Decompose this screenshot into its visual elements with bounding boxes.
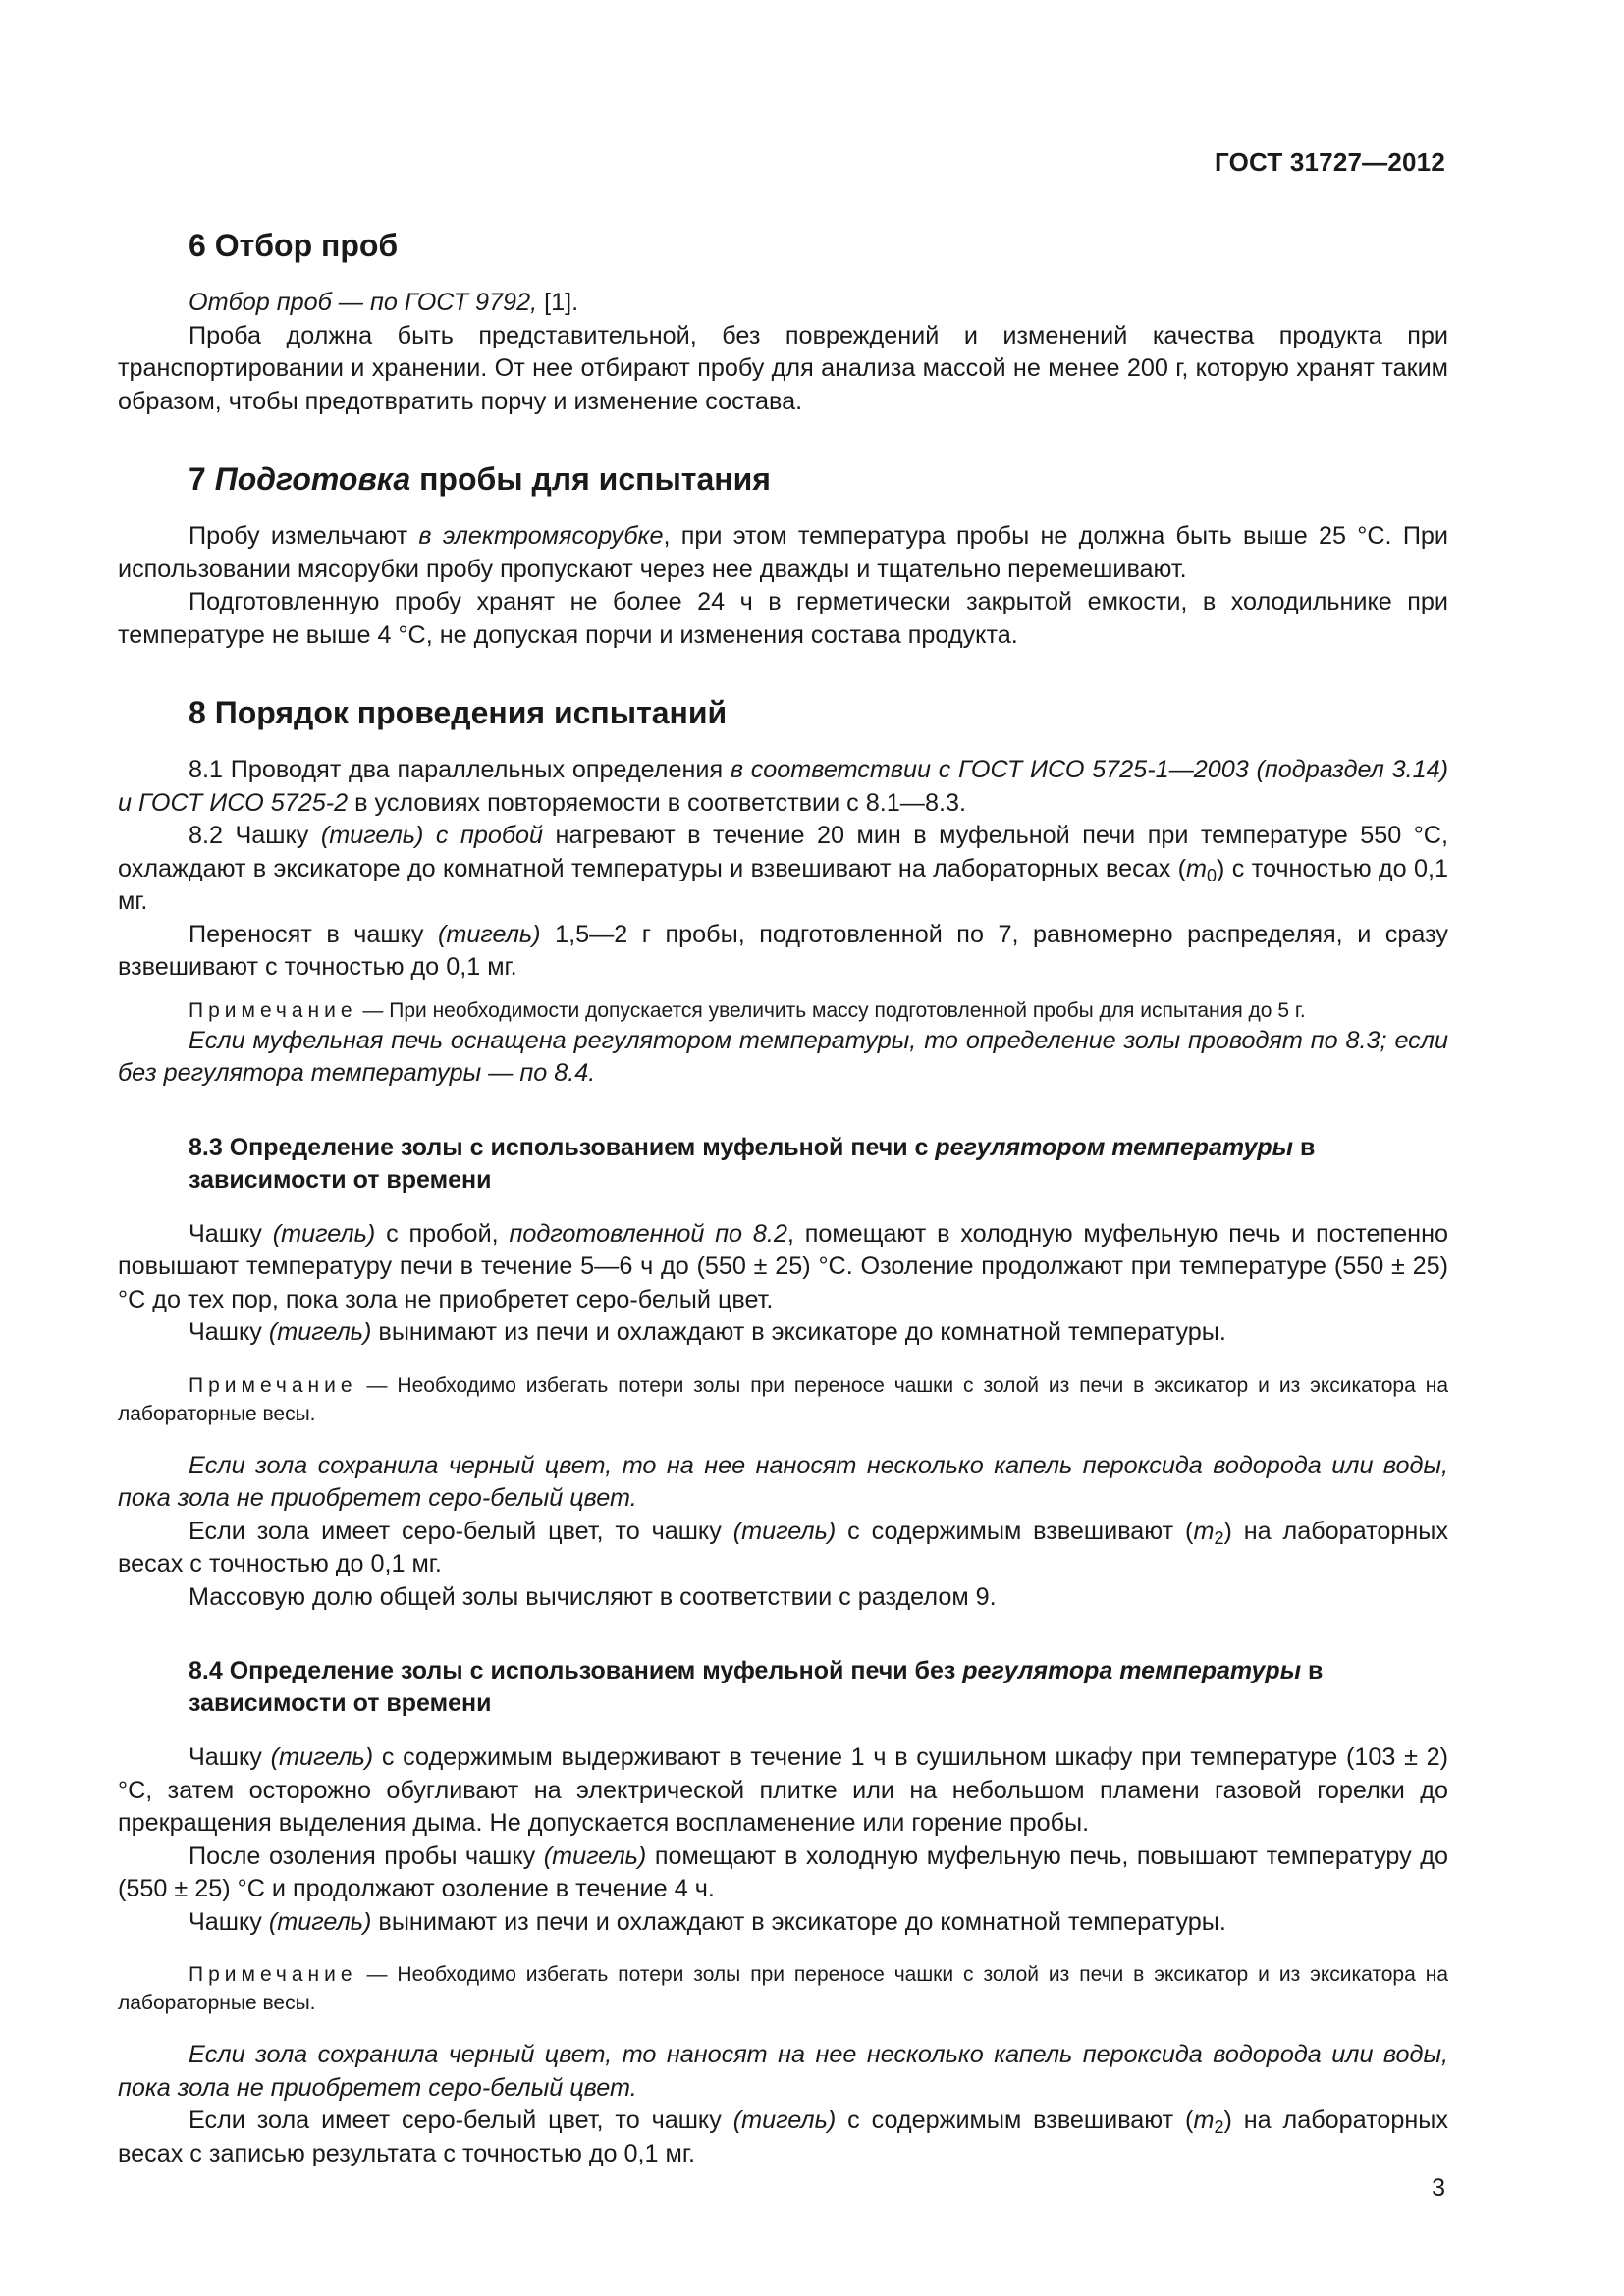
s6-paragraph-2: Проба должна быть представительной, без повреждений и изменений качества продукта при транспортировании и хранении. От нее отбирают пробу для анализа массой не менее 200 г, которую хранят таким образом, чтобы предотвратить порчу и изменение состава. <box>118 321 1448 415</box>
s7-paragraph-2: Подготовленную пробу хранят не более 24 ч в герметически закрытой емкости, в холодильнике при температуре не выше 4 °С, не допуская порчи и изменения состава продукта. <box>118 588 1448 649</box>
s6-paragraph-1: Отбор проб — по ГОСТ 9792, [1]. <box>189 289 579 316</box>
s83-paragraph-black-ash: Если зола сохранила черный цвет, то на нее наносят несколько капель пероксида водорода или воды, пока зола не приобретет серо-белый цвет. <box>118 1451 1448 1512</box>
s8-paragraph-8-1: 8.1 Проводят два параллельных определения в соответствии с ГОСТ ИСО 5725-1—2003 (подраздел 3.14) и ГОСТ ИСО 5725-2 в условиях повторяемости в соответствии с 8.1—8.3. <box>118 756 1448 817</box>
section-7-title: 7 Подготовка пробы для испытания <box>189 461 771 497</box>
s83-paragraph-mass-fraction: Массовую долю общей золы вычисляют в соответствии с разделом 9. <box>189 1582 997 1611</box>
document-body <box>118 226 1448 2170</box>
s8-paragraph-8-2: 8.2 Чашку (тигель) с пробой нагревают в течение 20 мин в муфельной печи при температуре 550 °С, охлаждают в эксикаторе до комнатной температуры и взвешивают на лабораторных весах $(m_0)$ с точностью до 0,1 мг. <box>118 822 1448 915</box>
section-8-title: 8 Порядок проведения испытаний <box>189 695 728 730</box>
s84-paragraph-1: Чашку (тигель) с содержимым выдерживают в течение 1 ч в сушильном шкафу при температуре (103 ± 2) °С, затем осторожно обугливают на электрической плитке или на небольшом пламени газовой горелки до прекращения выделения дыма. Не допускается воспламенение или горение пробы. <box>118 1743 1448 1837</box>
s84-paragraph-3: Чашку (тигель) вынимают из печи и охлаждают в эксикаторе до комнатной температуры. <box>189 1907 1226 1936</box>
section-6-title: 6 Отбор проб <box>189 228 399 263</box>
page-number: 3 <box>1432 2174 1445 2202</box>
s83-paragraph-weigh: Если зола имеет серо-белый цвет, то чашку (тигель) с содержимым взвешивают $(m_2)$ на лабораторных весах с точностью до 0,1 мг. <box>118 1517 1448 1577</box>
document-id-header: ГОСТ 31727—2012 <box>1215 147 1445 177</box>
s83-note: Примечание — Необходимо избегать потери золы при переносе чашки с золой из печи в эксикатор и из эксикатора на лабораторные весы. <box>118 1373 1448 1425</box>
s84-note: Примечание — Необходимо избегать потери золы при переносе чашки с золой из печи в эксикатор и из эксикатора на лабораторные весы. <box>118 1963 1448 2014</box>
s84-paragraph-2: После озоления пробы чашку (тигель) помещают в холодную муфельную печь, повышают температуру до (550 ± 25) °С и продолжают озоление в течение 4 ч. <box>118 1842 1448 1902</box>
s84-paragraph-weigh: Если зола имеет серо-белый цвет, то чашку (тигель) с содержимым взвешивают $(m_2)$ на лабораторных весах с записью результата с точностью до 0,1 мг. <box>118 2107 1448 2167</box>
s83-paragraph-1: Чашку (тигель) с пробой, подготовленной по 8.2, помещают в холодную муфельную печь и постепенно повышают температуру печи в течение 5—6 ч до (550 ± 25) °С. Озоление продолжают при температуре (550 ± 25) °С до тех пор, пока зола не приобретет серо-белый цвет. <box>118 1219 1448 1313</box>
s8-paragraph-transfer: Переносят в чашку (тигель) 1,5—2 г пробы, подготовленной по 7, равномерно распределяя, и сразу взвешивают с точностью до 0,1 мг. <box>118 920 1448 981</box>
subsection-8-3-title: 8.3 Определение золы с использованием муфельной печи с регулятором температуры в зависимости от времени <box>189 1133 1316 1194</box>
s8-paragraph-regulator: Если муфельная печь оснащена регулятором температуры, то определение золы проводят по 8.3; если без регулятора температуры — по 8.4. <box>118 1026 1448 1087</box>
s84-paragraph-black-ash: Если зола сохранила черный цвет, то наносят на нее несколько капель пероксида водорода или воды, пока зола не приобретет серо-белый цвет. <box>118 2041 1448 2102</box>
s7-paragraph-1: Пробу измельчают в электромясорубке, при этом температура пробы не должна быть выше 25 °С. При использовании мясорубки пробу пропускают через нее дважды и тщательно перемешивают. <box>118 522 1449 583</box>
s83-paragraph-2: Чашку (тигель) вынимают из печи и охлаждают в эксикаторе до комнатной температуры. <box>189 1318 1226 1346</box>
subsection-8-4-title: 8.4 Определение золы с использованием муфельной печи без регулятора температуры в зависимости от времени <box>189 1657 1324 1717</box>
s8-note: Примечание — При необходимости допускается увеличить массу подготовленной пробы для испытания до 5 г. <box>189 998 1306 1022</box>
